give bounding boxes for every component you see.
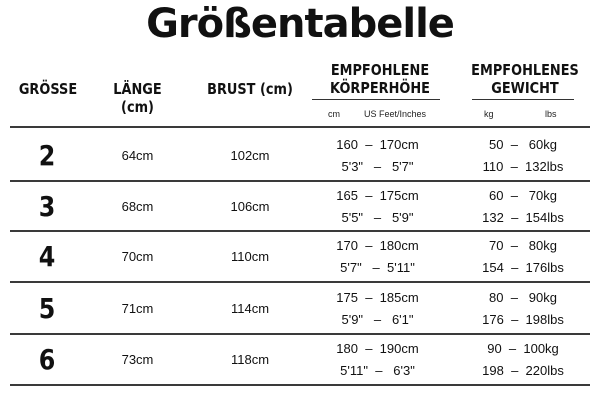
height-us-value: 5'3" – 5'7": [341, 159, 414, 174]
chest-cell: 114cm: [230, 300, 270, 316]
chest-cell: 102cm: [230, 147, 270, 163]
length-cell: 64cm: [121, 147, 154, 163]
header-weight-line1: EMPFOHLENES: [471, 61, 579, 79]
height-cm-value: 180 – 190cm: [336, 341, 419, 356]
header-weight-line2: GEWICHT: [491, 79, 559, 97]
weight-cell: [468, 136, 578, 176]
height-us-value: 5'11" – 6'3": [340, 363, 415, 378]
header-weight-underline: [472, 99, 574, 100]
header-height-underline: [312, 99, 440, 100]
table-divider: [10, 384, 590, 386]
header-chest: BRUST (cm): [207, 80, 293, 98]
header-length: LÄNGE (cm): [113, 80, 162, 116]
size-cell: 5: [38, 291, 56, 325]
height-cell: [315, 340, 440, 380]
weight-cell: [468, 289, 578, 329]
chest-cell: 106cm: [230, 198, 270, 214]
table-row: [0, 181, 600, 231]
length-cell: 70cm: [121, 248, 154, 264]
table-row: [0, 231, 600, 281]
height-cell: [315, 289, 440, 329]
subheader-height-us: US Feet/Inches: [364, 109, 427, 119]
height-cm-value: 165 – 175cm: [336, 188, 419, 203]
length-cell: 73cm: [121, 351, 154, 367]
height-cell: [315, 237, 440, 277]
height-cm-value: 160 – 170cm: [336, 137, 419, 152]
height-us-value: 5'5" – 5'9": [341, 210, 414, 225]
weight-lbs-value: 110 – 132lbs: [482, 159, 564, 174]
weight-lbs-value: 132 – 154lbs: [482, 210, 564, 225]
length-cell: 71cm: [121, 300, 154, 316]
height-cell: [315, 187, 440, 227]
header-size: GRÖSSE: [18, 80, 78, 98]
height-cm-value: 170 – 180cm: [336, 238, 419, 253]
table-row: [0, 334, 600, 384]
header-height-line2: KÖRPERHÖHE: [330, 79, 430, 97]
subheader-height-cm: cm: [328, 109, 340, 119]
weight-kg-value: 60 – 70kg: [489, 188, 557, 203]
subheader-weight-lbs: lbs: [545, 109, 557, 119]
size-cell: 3: [38, 189, 56, 223]
height-cell: [315, 136, 440, 176]
size-cell: 4: [38, 239, 56, 273]
weight-cell: [468, 340, 578, 380]
height-cm-value: 175 – 185cm: [336, 290, 419, 305]
weight-kg-value: 70 – 80kg: [489, 238, 557, 253]
weight-lbs-value: 154 – 176lbs: [482, 260, 564, 275]
table-divider: [10, 126, 590, 128]
table-row: [0, 283, 600, 333]
weight-cell: [468, 237, 578, 277]
height-us-value: 5'9" – 6'1": [341, 312, 414, 327]
size-cell: 2: [38, 138, 56, 172]
header-recommended-height: [316, 61, 445, 97]
table-row: [0, 130, 600, 180]
header-recommended-weight: [469, 61, 581, 97]
weight-lbs-value: 176 – 198lbs: [482, 312, 564, 327]
subheader-weight-kg: kg: [484, 109, 494, 119]
length-cell: 68cm: [121, 198, 154, 214]
weight-lbs-value: 198 – 220lbs: [482, 363, 564, 378]
page-title: Größentabelle: [146, 1, 454, 47]
chest-cell: 118cm: [230, 351, 270, 367]
weight-kg-value: 90 – 100kg: [487, 341, 559, 356]
height-us-value: 5'7" – 5'11": [340, 260, 415, 275]
chest-cell: 110cm: [230, 248, 270, 264]
weight-cell: [468, 187, 578, 227]
weight-kg-value: 80 – 90kg: [489, 290, 557, 305]
size-cell: 6: [38, 342, 56, 376]
header-height-line1: EMPFOHLENE: [330, 61, 430, 79]
weight-kg-value: 50 – 60kg: [489, 137, 557, 152]
